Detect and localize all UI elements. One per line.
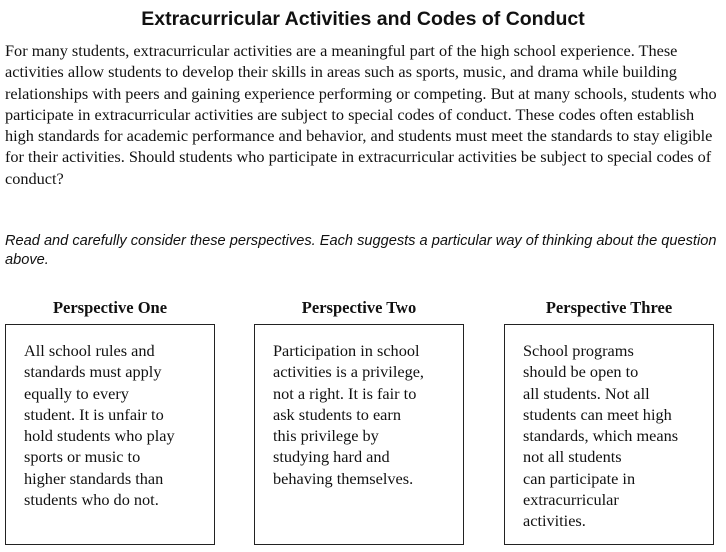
perspective-three-text: School programs should be open to all students. Not all students can meet high standards, which means not all students can participate in extracurricular activities. bbox=[504, 324, 714, 545]
perspective-one-text: All school rules and standards must apply equally to every student. It is unfair to hold students who play sports or music to higher standards than students who do not. bbox=[5, 324, 215, 545]
perspective-one bbox=[5, 298, 215, 545]
instructions-text: Read and carefully consider these perspectives. Each suggests a particular way of thinking about the question above. bbox=[5, 233, 717, 268]
perspective-three bbox=[504, 298, 714, 545]
perspective-one-heading: Perspective One bbox=[52, 298, 168, 317]
perspective-three-heading: Perspective Three bbox=[545, 298, 673, 317]
perspective-two-heading: Perspective Two bbox=[301, 298, 417, 317]
page-title: Extracurricular Activities and Codes of Conduct bbox=[141, 8, 585, 30]
perspective-two-text: Participation in school activities is a privilege, not a right. It is fair to ask students to earn this privilege by studying hard and behaving themselves. bbox=[254, 324, 464, 545]
intro-paragraph: For many students, extracurricular activities are a meaningful part of the high school experience. These activities allow students to develop their skills in areas such as sports, music, and drama while building relationships with peers and gaining experience performing or competing. But at many schools, students who participate in extracurricular activities are subject to special codes of conduct. These codes often establish high standards for academic performance and behavior, and students must meet the standards to stay eligible for their activities. Should students who participate in extracurricular activities be subject to special codes of conduct? bbox=[5, 41, 717, 188]
perspective-two bbox=[254, 298, 464, 545]
